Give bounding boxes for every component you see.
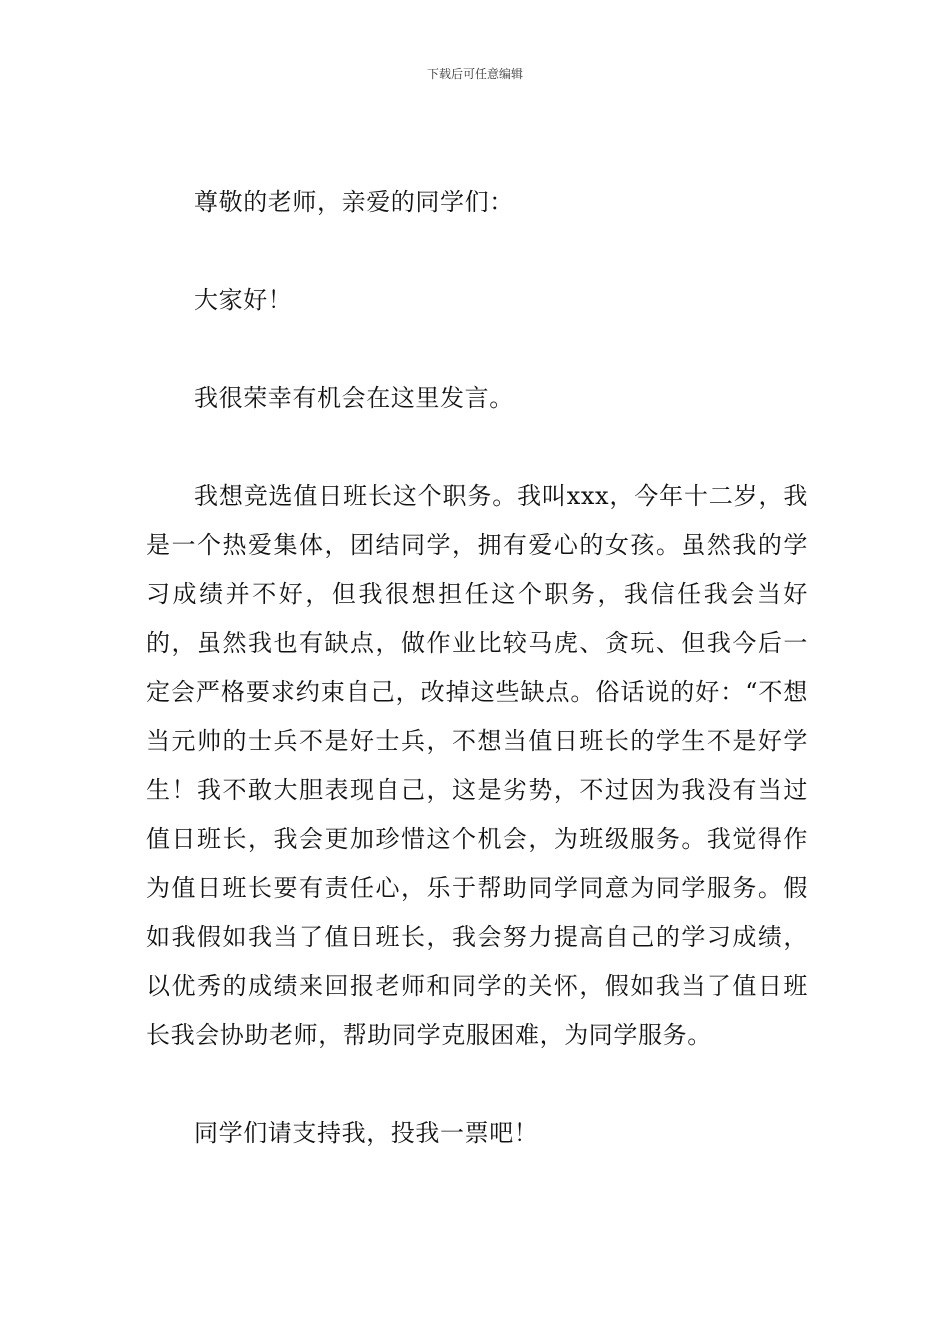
main-paragraph: 我想竞选值日班长这个职务。我叫xxx，今年十二岁，我是一个热爱集体，团结同学，拥有爱心的女孩。虽然我的学习成绩并不好，但我很想担任这个职务，我信任我会当好的，虽然我也有缺点，做作业比较马虎、贪玩、但我今后一定会严格要求约束自己，改掉这些缺点。俗话说的好：“不想当元帅的士兵不是好士兵，不想当值日班长的学生不是好学生！我不敢大胆表现自己，这是劣势，不过因为我没有当过值日班长，我会更加珍惜这个机会，为班级服务。我觉得作为值日班长要有责任心，乐于帮助同学同意为同学服务。假如我假如我当了值日班长，我会努力提高自己的学习成绩，以优秀的成绩来回报老师和同学的关怀，假如我当了值日班长我会协助老师，帮助同学克服困难，为同学服务。 — [146, 482, 808, 1049]
closing-paragraph: 同学们请支持我，投我一票吧！ — [194, 1119, 539, 1147]
header-note: 下载后可任意编辑 — [426, 67, 523, 81]
intro-paragraph: 我很荣幸有机会在这里发言。 — [194, 384, 514, 412]
hello-paragraph: 大家好！ — [194, 286, 293, 314]
document-body — [146, 178, 808, 1158]
greeting-paragraph: 尊敬的老师，亲爱的同学们： — [194, 188, 514, 216]
